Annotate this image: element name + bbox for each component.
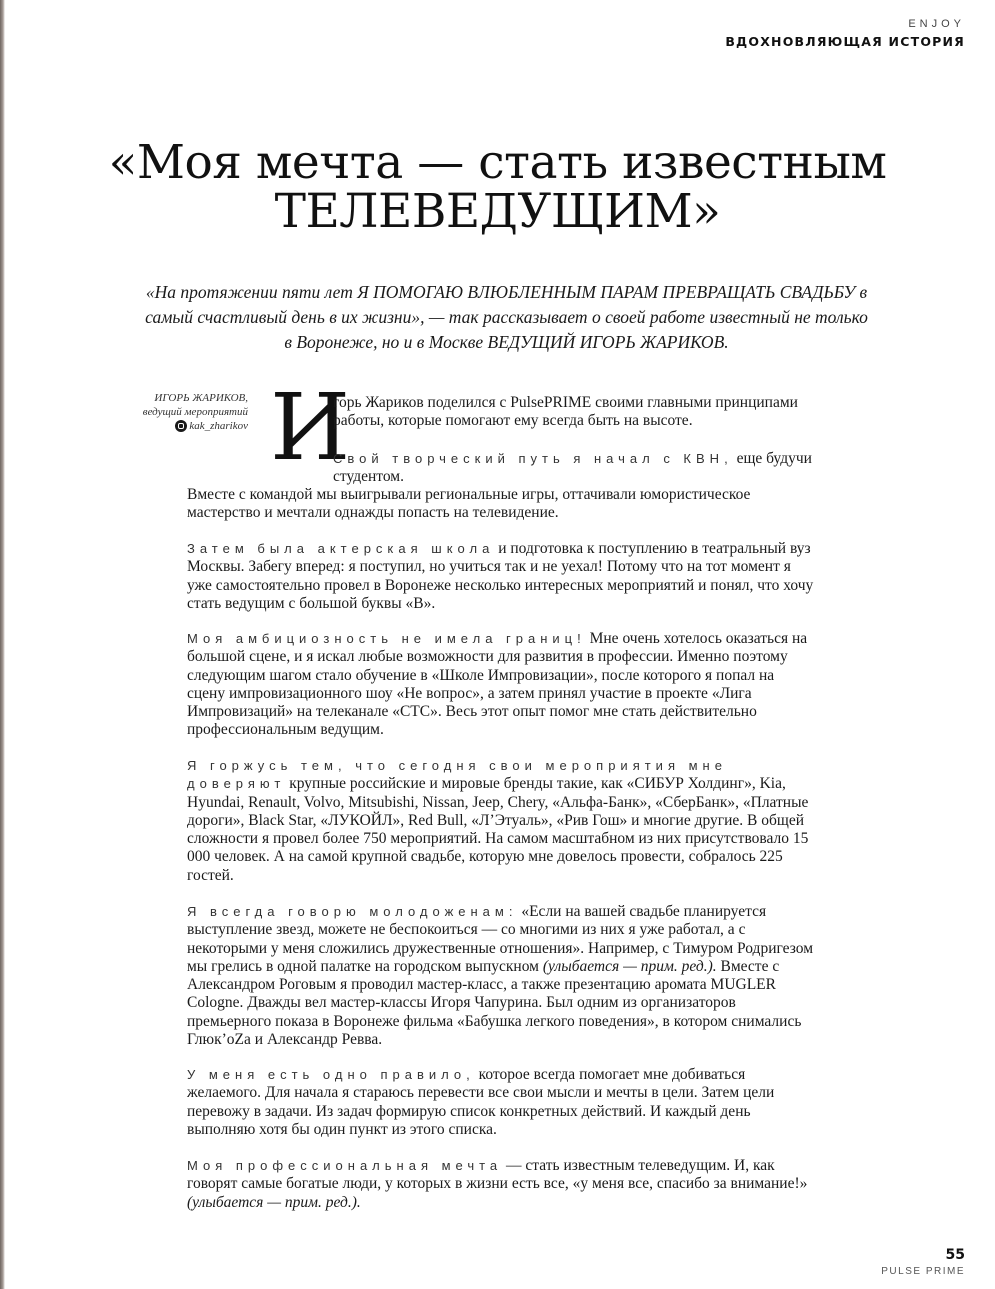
title-line-1: «Моя мечта — стать известным: [108, 135, 887, 190]
paragraph-3: [187, 630, 815, 740]
intro-text: горь Жариков поделился с PulsePRIME своими главными принципами работы, которые помогают ему всегда быть на высоте.: [333, 394, 798, 430]
paragraph-7: [187, 1157, 815, 1212]
article-lead: «На протяжении пяти лет Я ПОМОГАЮ ВЛЮБЛЕННЫМ ПАРАМ ПРЕВРАЩАТЬ СВАДЬБУ в самый счастливый день в их жизни», — так рассказывает о своей работе известный не только в Воронеже, но и в Москве ВЕДУЩИЙ ИГОРЬ ЖАРИКОВ.: [145, 282, 868, 352]
rubric-label: ВДОХНОВЛЯЮЩАЯ ИСТОРИЯ: [725, 34, 965, 49]
paragraph-5-lead: Я всегда говорю молодоженам:: [187, 904, 518, 919]
section-label: ENJOY: [908, 18, 965, 30]
paragraph-5-text-b: Вместе с Александром Роговым я проводил мастер-класс, а также презентацию аромата MUGLER Cologne. Дважды вел мастер-классы Игоря Чапурина. Был одним из организаторов премьерного показа в Воронеже фильма «Бабушка легкого поведения», в котором снимались Глюк’oZa и Александр Ревва.: [187, 957, 802, 1049]
photo-caption: [100, 391, 248, 436]
title-line-2: ТЕЛЕВЕДУЩИМ»: [274, 184, 721, 239]
paragraph-4-lead: Я горжусь тем, что сегодня свои мероприятия мне доверяют: [187, 758, 727, 792]
paragraph-3-text: Мне очень хотелось оказаться на большой сцене, и я искал любые возможности для развития в профессии. Именно поэтому следующим шагом стало обучение в «Школе Импровизации», после которого я попал на сцену импровизационного шоу «Не вопрос», а затем принял участие в проекте «Лига Импровизаций» на телеканале «СТС». Весь этот опыт помог мне стать действительно профессиональным ведущим.: [187, 630, 808, 739]
instagram-icon: [175, 420, 187, 432]
paragraph-2-lead: Затем была актерская школа: [187, 541, 495, 556]
paragraph-2-text: и подготовка к поступлению в театральный вуз Москвы. Забегу вперед: я поступил, но учиться так и не уехал! Потому что на тот момент я уже самостоятельно провел в Воронеже несколько интересных мероприятий и понял, что хочу стать ведущим с большой буквы «В».: [187, 540, 814, 612]
caption-handle: [175, 419, 248, 433]
paragraph-6: [187, 1066, 815, 1139]
paragraph-1-text-b: Вместе с командой мы выигрывали региональные игры, оттачивали юмористическое мастерство и мечтали однажды попасть на телевидение.: [187, 486, 751, 522]
paragraph-7-text: — стать известным телеведущим. И, как говорят самые богатые люди, у которых в жизни есть все, «у меня все, спасибо за внимание!»: [187, 1157, 808, 1193]
paragraph-5-note: (улыбается — прим. ред.).: [542, 957, 717, 975]
paragraph-4: [187, 757, 815, 885]
paragraph-6-lead: У меня есть одно правило,: [187, 1067, 475, 1082]
paragraph-5-text-a: «Если на вашей свадьбе планируется выступление звезд, можете не беспокоиться — со многими из них я уже работал, а с некоторыми у меня сложились дружественные отношения». Например, с Тимуром Родригезом мы грелись в одной палатке на городском выпускном: [187, 903, 814, 975]
article-title: [0, 135, 995, 239]
paragraph-6-text: которое всегда помогает мне добиваться желаемого. Для начала я стараюсь перевести все свои мысли и мечты в цели. Затем цели перевожу в задачи. Из задач формирую список конкретных действий. И каждый день выполняю хотя бы один пункт из этого списка.: [187, 1066, 775, 1138]
paragraph-2: [187, 540, 815, 613]
paragraph-7-lead: Моя профессиональная мечта: [187, 1158, 503, 1173]
magazine-name: PULSE PRIME: [881, 1266, 965, 1277]
caption-role: ведущий мероприятий: [142, 406, 248, 418]
caption-handle-text: kak_zharikov: [189, 420, 248, 432]
page-header: [725, 18, 965, 49]
paragraph-1-text-a: еще будучи студентом.: [333, 450, 812, 486]
paragraph-1: [333, 450, 815, 487]
paragraph-7-note: (улыбается — прим. ред.).: [187, 1193, 361, 1211]
paragraph-4-text: крупные российские и мировые бренды такие, как «СИБУР Холдинг», Kia, Hyundai, Renault, Volvo, Mitsubishi, Nissan, Jeep, Chery, «Альфа-Банк», «СберБанк», «Платные дороги», Black Star, «ЛУКОЙЛ», Red Bull, «Л’Этуаль», «Рив Гош» и многие другие. В общей сложности я провел более 750 мероприятий. На самом масштабном из них присутствовало 15 000 человек. А на самой крупной свадьбе, которую мне довелось провести, собралось 225 гостей.: [187, 775, 809, 884]
page-footer: [881, 1247, 965, 1277]
paragraph-1-lead: Свой творческий путь я начал с КВН,: [333, 451, 733, 466]
caption-name: ИГОРЬ ЖАРИКОВ,: [154, 392, 248, 404]
paragraph-3-lead: Моя амбициозность не имела границ!: [187, 631, 586, 646]
paragraph-1-continued: [187, 486, 815, 523]
page-number: 55: [945, 1247, 965, 1263]
paragraph-5: [187, 903, 815, 1049]
paragraph-intro: [333, 394, 815, 431]
drop-cap: И: [270, 374, 351, 481]
